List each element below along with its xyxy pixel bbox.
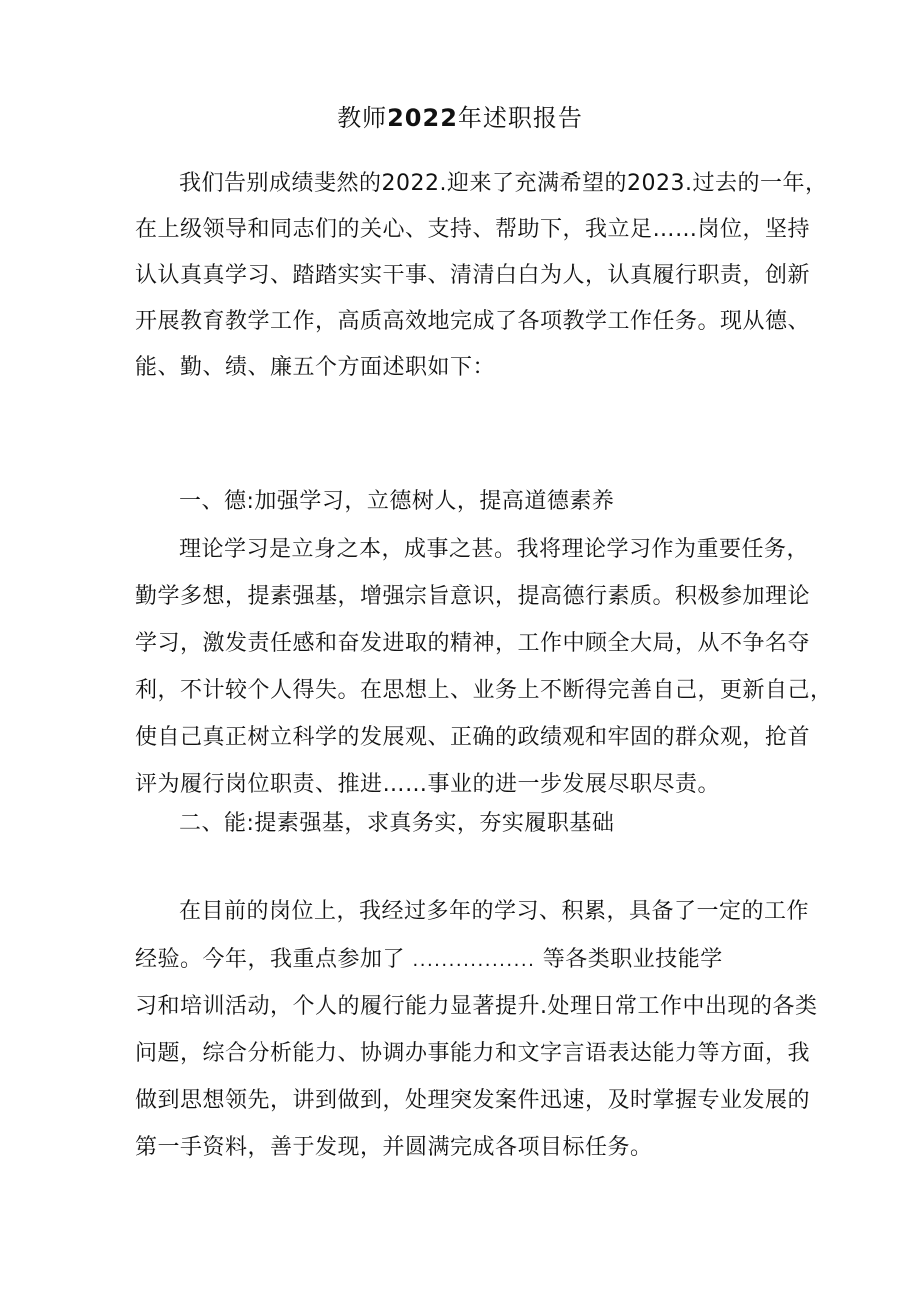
paragraph-line: 评为履行岗位职责、推进……事业的进一步发展尽职尽责。 bbox=[135, 772, 721, 797]
paragraph-line: 第一手资料，善于发现，并圆满完成各项目标任务。 bbox=[135, 1135, 653, 1160]
section-heading-1: 一、德:加强学习，立德树人，提高道德素养 bbox=[179, 489, 615, 514]
paragraph-line: 勤学多想，提素强基，增强宗旨意识，提高德行素质。积极参加理论 bbox=[135, 584, 811, 609]
section-heading-2: 二、能:提素强基，求真务实，夯实履职基础 bbox=[179, 811, 615, 836]
paragraph-line: 在目前的岗位上，我经过多年的学习、积累，具备了一定的工作 bbox=[179, 899, 810, 924]
blank-dots: ................. bbox=[412, 950, 536, 971]
paragraph-line: 利，不计较个人得失。在思想上、业务上不断得完善自己，更新自己， bbox=[135, 678, 833, 703]
paragraph-line bbox=[135, 945, 723, 976]
paragraph-line: 能、勤、绩、廉五个方面述职如下： bbox=[135, 355, 496, 380]
paragraph-line: 学习，激发责任感和奋发进取的精神，工作中顾全大局，从不争名夺 bbox=[135, 631, 811, 656]
paragraph-line: 习和培训活动，个人的履行能力显著提升.处理日常工作中出现的各类 bbox=[135, 994, 818, 1019]
paragraph-line: 认认真真学习、踏踏实实干事、清清白白为人，认真履行职责，创新 bbox=[135, 263, 811, 288]
title-prefix: 教师 bbox=[337, 104, 388, 132]
paragraph-line: 使自己真正树立科学的发展观、正确的政绩观和牢固的群众观，抢首 bbox=[135, 725, 811, 750]
title-year: 2022 bbox=[387, 104, 458, 132]
paragraph-line: 开展教育教学工作，高质高效地完成了各项教学工作任务。现从德、 bbox=[135, 309, 811, 334]
paragraph-line-text: 经验。今年，我重点参加了 bbox=[135, 947, 406, 972]
paragraph-line: 在上级领导和同志们的关心、支持、帮助下，我立足……岗位，坚持 bbox=[135, 217, 811, 242]
document-title bbox=[0, 100, 920, 136]
paragraph-line: 理论学习是立身之本，成事之甚。我将理论学习作为重要任务， bbox=[179, 537, 810, 562]
paragraph-line-text: 等各类职业技能学 bbox=[542, 947, 723, 972]
paragraph-line: 问题，综合分析能力、协调办事能力和文字言语表达能力等方面，我 bbox=[135, 1041, 811, 1066]
paragraph-line: 我们告别成绩斐然的2022.迎来了充满希望的2023.过去的一年， bbox=[179, 171, 828, 196]
title-suffix: 年述职报告 bbox=[457, 104, 583, 132]
paragraph-line: 做到思想领先，讲到做到，处理突发案件迅速，及时掌握专业发展的 bbox=[135, 1088, 811, 1113]
